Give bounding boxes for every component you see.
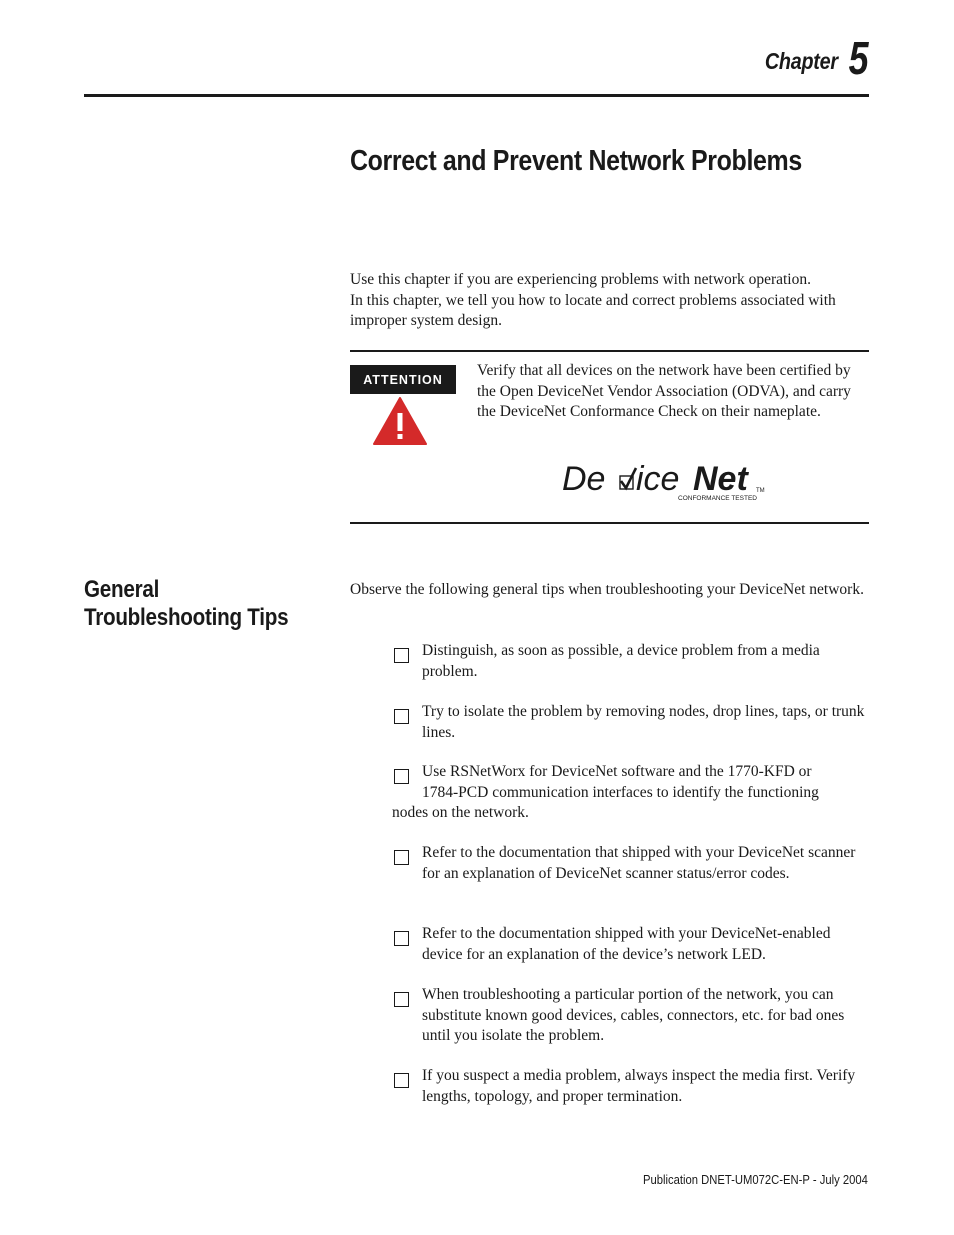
checkbox[interactable] — [394, 648, 409, 663]
attention-top-rule — [350, 350, 869, 352]
logo-trademark: TM — [756, 488, 765, 494]
logo-subtext: CONFORMANCE TESTED — [678, 495, 757, 502]
tip-line: 1784-PCD communication interfaces to identify the functioning — [422, 783, 819, 801]
intro-line-2: In this chapter, we tell you how to locate and correct problems associated with improper system design. — [350, 291, 836, 329]
chapter-number: 5 — [849, 32, 869, 84]
tip-item: Try to isolate the problem by removing nodes, drop lines, taps, or trunk lines. — [422, 703, 865, 741]
checkbox[interactable] — [394, 931, 409, 946]
page-title: Correct and Prevent Network Problems — [350, 145, 802, 177]
tip-item — [392, 762, 872, 824]
attention-label: ATTENTION — [350, 365, 456, 394]
intro-paragraph — [350, 270, 870, 332]
intro-line-1: Use this chapter if you are experiencing problems with network operation. — [350, 271, 811, 288]
logo-text-ice: ice — [636, 460, 680, 498]
tip-item: Refer to the documentation shipped with your DeviceNet-enabled device for an explanation of the device’s network LED. — [422, 925, 831, 963]
chapter-label: Chapter — [765, 48, 838, 74]
tip-item: When troubleshooting a particular portion of the network, you can substitute known good devices, cables, connectors, etc. for bad ones until you isolate the problem. — [422, 986, 845, 1044]
logo-checkmark-icon — [621, 468, 636, 488]
logo-text-net: Net — [693, 460, 748, 498]
attention-text: Verify that all devices on the network have been certified by the Open DeviceNet Vendor Association (ODVA), and carry the DeviceNet Conformance Check on their nameplate. — [477, 362, 851, 420]
checkbox[interactable] — [394, 850, 409, 865]
warning-triangle-icon — [372, 396, 428, 446]
devicenet-conformance-logo — [560, 456, 770, 504]
checkbox[interactable] — [394, 709, 409, 724]
section-heading: General Troubleshooting Tips — [84, 576, 289, 631]
logo-text-de: De — [562, 460, 606, 498]
tip-item: Distinguish, as soon as possible, a device problem from a media problem. — [422, 642, 820, 680]
checkbox[interactable] — [394, 1073, 409, 1088]
publication-footer: Publication DNET-UM072C-EN-P - July 2004 — [643, 1173, 868, 1187]
tip-line: Use RSNetWorx for DeviceNet software and the 1770-KFD or — [422, 763, 812, 780]
checkbox[interactable] — [394, 992, 409, 1007]
tip-item: If you suspect a media problem, always inspect the media first. Verify lengths, topology, and proper termination. — [422, 1067, 856, 1105]
section-intro: Observe the following general tips when troubleshooting your DeviceNet network. — [350, 581, 864, 598]
attention-bottom-rule — [350, 522, 869, 524]
tip-line: nodes on the network. — [392, 804, 529, 821]
tip-item: Refer to the documentation that shipped with your DeviceNet scanner for an explanation of DeviceNet scanner status/error codes. — [422, 844, 856, 882]
chapter-divider — [84, 94, 869, 97]
